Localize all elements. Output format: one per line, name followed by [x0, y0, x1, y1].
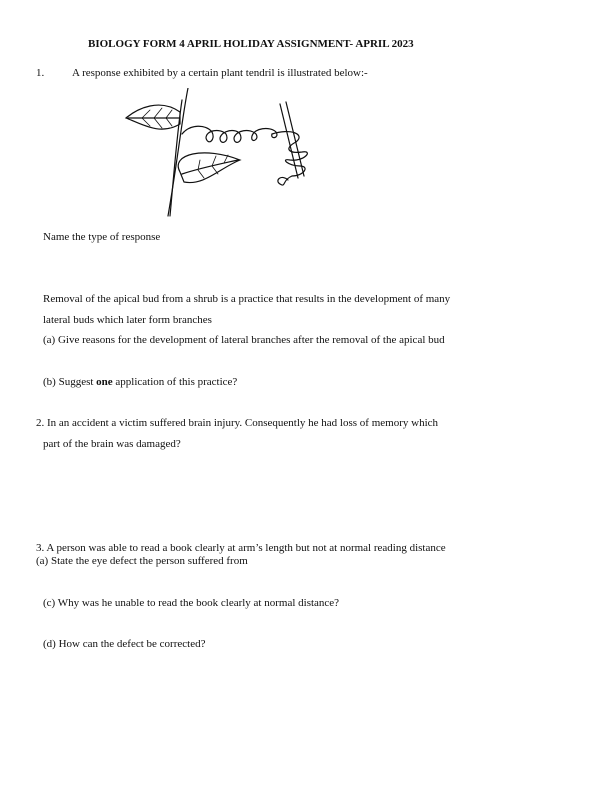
page-title: BIOLOGY FORM 4 APRIL HOLIDAY ASSIGNMENT- APRIL 2023: [88, 38, 414, 50]
apical-bud-text-1: Removal of the apical bud from a shrub is a practice that results in the development of many: [43, 293, 451, 305]
apical-bud-text-2: lateral buds which later form branches: [43, 314, 212, 326]
plant-tendril-drawing-icon: [120, 88, 320, 218]
q2-line-2: part of the brain was damaged?: [43, 438, 181, 450]
q2-line-1: 2. In an accident a victim suffered brain injury. Consequently he had loss of memory which: [36, 417, 439, 429]
q1-name-response: Name the type of response: [43, 231, 161, 243]
q1-part-b-bold: one: [96, 376, 113, 388]
q1-part-b: [43, 376, 237, 389]
q1-number: 1.: [36, 67, 45, 79]
q1-part-a: (a) Give reasons for the development of lateral branches after the removal of the apical bud: [43, 334, 445, 346]
q3-part-c: (c) Why was he unable to read the book clearly at normal distance?: [43, 597, 340, 609]
q1-part-b-suffix: application of this practice?: [112, 376, 238, 388]
q1-text: A response exhibited by a certain plant tendril is illustrated below:-: [72, 67, 368, 79]
q3-part-d: (d) How can the defect be corrected?: [43, 638, 206, 650]
q1-part-b-prefix: (b) Suggest: [43, 376, 97, 388]
q3-part-a: (a) State the eye defect the person suffered from: [36, 555, 248, 567]
q3-line-1: 3. A person was able to read a book clearly at arm’s length but not at normal reading distance: [36, 542, 446, 554]
